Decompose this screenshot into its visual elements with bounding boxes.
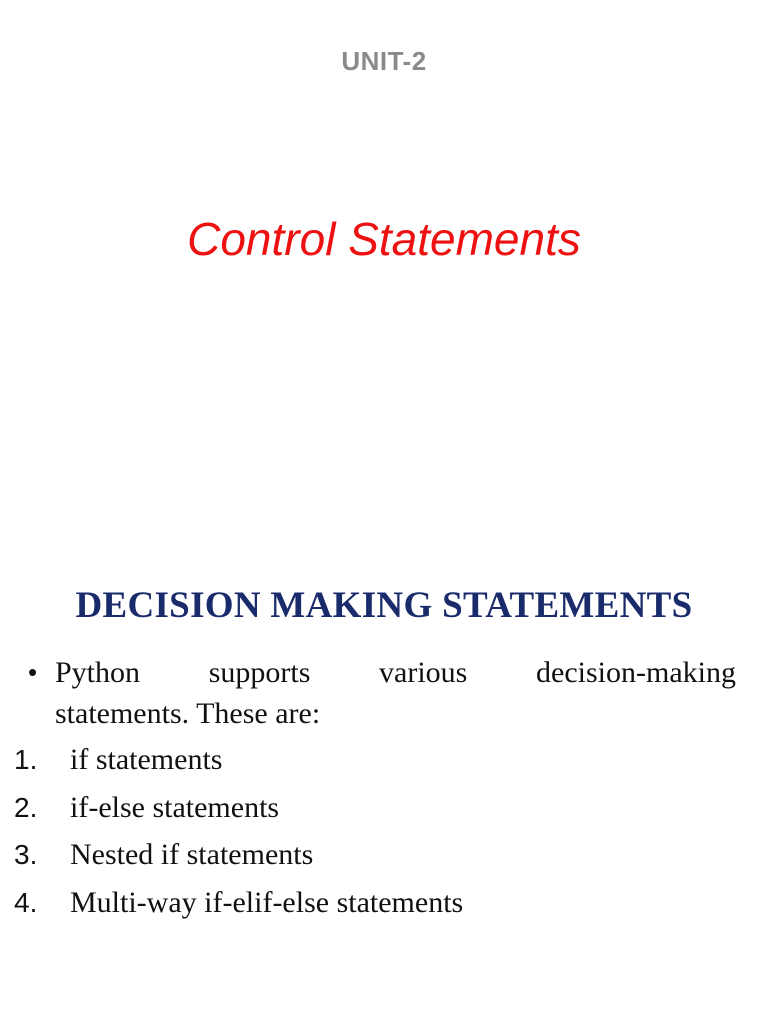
bullet-word: decision-making [536, 656, 736, 689]
list-number: 2. [14, 791, 38, 823]
bullet-icon: • [28, 657, 38, 687]
list-item [14, 788, 754, 836]
list-item-text: if-else statements [70, 790, 280, 824]
list-item [14, 883, 754, 931]
list-item-text: if statements [70, 743, 223, 776]
bullet-word: supports [208, 656, 311, 689]
list-item-text: Multi-way if-elif-else statements [70, 885, 464, 919]
bullet-paragraph [28, 652, 736, 734]
bullet-word: various [379, 656, 468, 689]
unit-label: UNIT-2 [341, 46, 427, 76]
section-heading: DECISION MAKING STATEMENTS [75, 585, 693, 626]
bullet-line-2: statements. These are: [55, 697, 321, 730]
list-item [14, 740, 754, 788]
bullet-text [55, 652, 736, 734]
list-number: 3. [14, 839, 38, 870]
bullet-word: Python [55, 656, 141, 689]
list-item-text: Nested if statements [70, 838, 314, 871]
page-title: Control Statements [187, 213, 581, 265]
list-number: 4. [14, 886, 38, 918]
list-number: 1. [14, 744, 38, 775]
bullet-line-1 [55, 652, 736, 693]
list-item [14, 835, 754, 883]
numbered-list [14, 740, 754, 930]
